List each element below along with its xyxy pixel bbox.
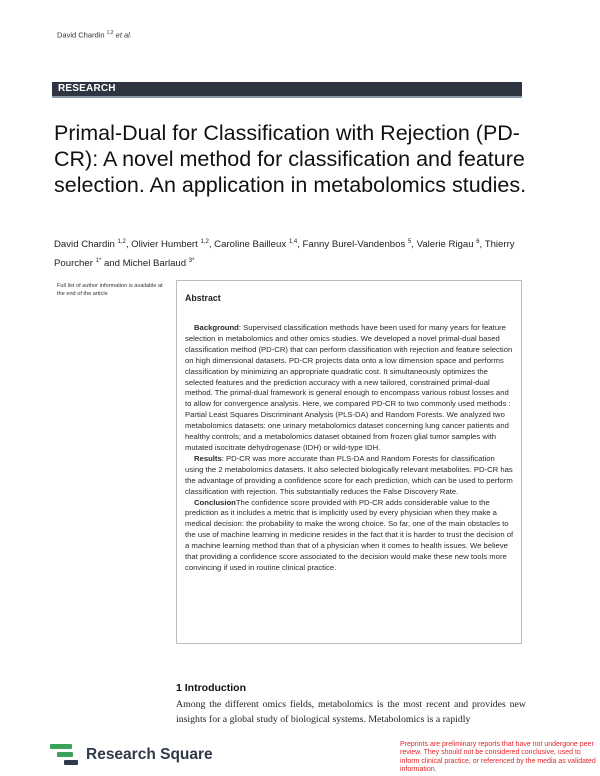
abstract-results <box>185 454 515 498</box>
section-label: RESEARCH <box>58 83 116 94</box>
abstract-conclusion <box>185 498 515 574</box>
author: Fanny Burel-Vandenbos $^5$ <box>302 239 412 251</box>
results-label: Results <box>194 453 222 463</box>
running-head-sup: 1,2 <box>106 30 114 36</box>
background-label: Background <box>194 323 239 332</box>
background-text: : Supervised classification methods have been used for many years for feature selection in metabolomics and other omics studies. We developed a novel primal-dual based classification method (PD-CR) that can perform classification with rejection and feature selection on high dimensional datasets. PD-CR projects data onto a low dimension space and performs classification by minimizing an appropriate quadratic cost. It simultaneously optimizes the selected features and the prediction accuracy with a new tailored, constrained primal-dual method. The primal-dual framework is general enough to encompass various robust losses and to allow for convergence analysis. Here, we compared PD-CR to two commonly used methods : Partial Least Squares Discriminant Analysis (PLS-DA) and Random Forests. We analyzed two metabolomics datasets: one urinary metabolomics dataset concerning lung cancer patients and healthy controls; and a metabolomics dataset obtained from frozen glial tumor samples with mutated isocitrate dehydrogenase (IDH) or wild-type IDH. <box>185 323 513 452</box>
running-head <box>57 30 132 40</box>
intro-heading: 1 Introduction <box>176 682 246 694</box>
preprint-notice: Preprints are preliminary reports that have not undergone peer review. They should not be considered conclusive, used to inform clinical practice, or referenced by the media as validated information. <box>400 741 596 773</box>
results-text: : PD-CR was more accurate than PLS-DA and Random Forests for classification using the 2 metabolomics datasets. It also selected biologically relevant metabolites. PD-CR has the advantage of providing a confidence score for each prediction, which can be used to perform classification with rejection. This substantially reduces the False Discovery Rate. <box>185 453 513 496</box>
author-list: David Chardin $^{1,2}$, Olivier Humbert $^{1,2}$, Caroline Bailleux $^{1,4}$, Fanny Burel-Vandenbos $^5$, Valerie Rigau $^6$, Thierry Pourcher $^{1*}$ and Michel Barlaud $^{3*}$ <box>54 239 515 270</box>
abstract-heading: Abstract <box>185 293 221 303</box>
research-square-logo-icon <box>50 742 80 768</box>
author: Thierry Pourcher $^{1*}$ <box>54 239 515 270</box>
author: Caroline Bailleux $^{1,4}$ <box>214 239 298 251</box>
conclusion-text: The confidence score provided with PD-CR adds considerable value to the prediction as it includes a metric that is implicitly used by every physician when they make a medical decision: the probability to make the wrong choice. So far, one of the main obstacles to the use of machine learning in medicine resides in the fact that it is harder to trust the decision of a machine learning method than that of a physician when it comes to health issues. We believe that providing a confidence score associated to the decision would make these new tools more convincing if used in routine clinical practice. <box>185 497 514 572</box>
author: David Chardin $^{1,2}$ <box>54 239 126 251</box>
conclusion-label: Conclusion <box>194 497 236 507</box>
research-square-logo-text: Research Square <box>86 746 213 763</box>
running-head-author: David Chardin <box>57 30 105 40</box>
intro-body: Among the different omics fields, metabolomics is the most recent and provides new insights for a global study of biological systems. Metabolomics is a rapidly <box>176 699 526 725</box>
author: Olivier Humbert $^{1,2}$ <box>131 239 209 251</box>
abstract-box <box>176 280 522 644</box>
research-square-logo[interactable] <box>50 742 213 773</box>
abstract-body <box>185 323 515 574</box>
section-bar <box>52 82 522 98</box>
paper-title: Primal-Dual for Classification with Rejection (PD-CR): A novel method for classification and feature selection. An application in metabolomics studies. <box>54 121 527 197</box>
abstract-background <box>185 323 515 454</box>
author: Valerie Rigau $^6$ <box>416 239 480 251</box>
running-head-etal: et al. <box>115 30 132 40</box>
author: Michel Barlaud $^{3*}$ <box>122 258 195 270</box>
margin-note: Full list of author information is available at the end of the article <box>57 283 163 297</box>
author-conjunction: and <box>103 258 120 270</box>
